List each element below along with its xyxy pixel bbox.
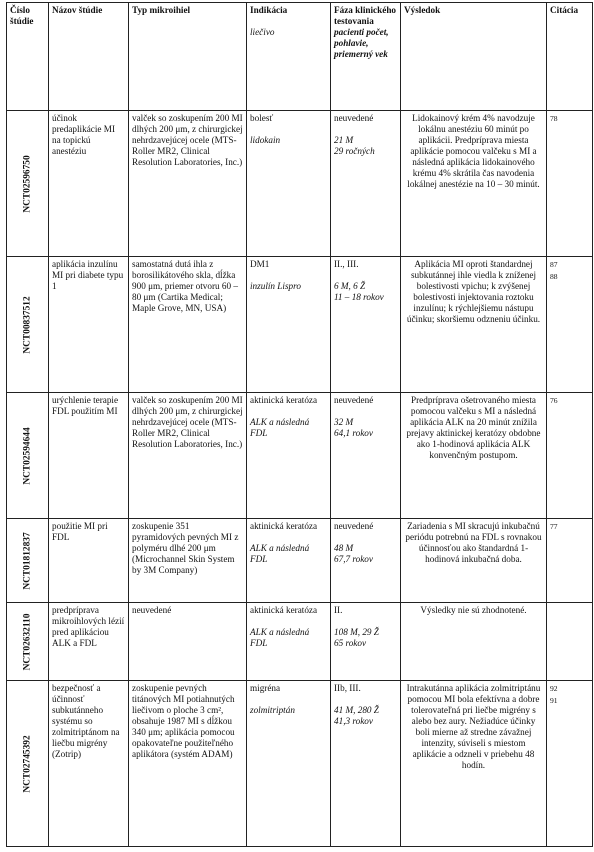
result: Predpríprava ošetrovaného miesta pomocou valčeku s MI a následná aplikácia ALK na 20 minút znížila prejavy aktinickej keratózy obdobne ako 1-hodinová aplikácia ALK konvenčným postupom.	[401, 393, 547, 519]
phase-cell	[331, 519, 401, 603]
microneedle-type: zoskupenie pevných titánových MI potiahnutých liečivom o ploche 3 cm², obsahuje 1987 MI s dĺžkou 340 μm; aplikácia pomocou opakovateľne použiteľného aplikátora (systém ADAM)	[129, 681, 247, 847]
indication: bolesť	[250, 113, 274, 123]
patients-count: 32 M	[334, 417, 354, 427]
microneedle-type: neuvedené	[129, 603, 247, 681]
microneedle-type: samostatná dutá ihla z borosilikátového skla, dĺžka 900 μm, priemer otvoru 60 – 80 μm (Cartika Medical; Maple Grove, MN, USA)	[129, 257, 247, 393]
indication: aktinická keratóza	[250, 395, 318, 405]
indication: DM1	[250, 259, 270, 269]
table-row	[7, 519, 593, 603]
header-id-line-2: štúdie	[10, 16, 34, 26]
study-name: použitie MI pri FDL	[49, 519, 129, 603]
citation-cell	[547, 519, 593, 603]
result: Intrakutánna aplikácia zolmitriptánu pomocou MI bola efektívna a dobre tolerovateľná pri liečbe migrény s alebo bez aury. Nežiadúce účinky boli mierne až stredne závažnej intenzity, súviseli s miestom aplikácie a odzneli v priebehu 48 hodín.	[401, 681, 547, 847]
study-name: účinok predaplikácie MI na topickú anestéziu	[49, 111, 129, 257]
header-name: Názov štúdie	[49, 3, 129, 111]
citation-cell	[547, 257, 593, 393]
citation-ref: 77	[550, 522, 558, 531]
clinical-studies-table	[6, 2, 593, 847]
phase: neuvedené	[334, 521, 374, 531]
indication-cell	[247, 681, 331, 847]
indication-cell	[247, 111, 331, 257]
citation-cell	[547, 681, 593, 847]
header-indication-sub: liečivo	[250, 27, 275, 37]
study-id-cell	[7, 393, 49, 519]
header-type: Typ mikroihiel	[129, 3, 247, 111]
result: Lidokainový krém 4% navodzuje lokálnu anestéziu 60 minút po aplikácii. Predpríprava miesta aplikácie pomocou valčeku s MI a následná aplikácia lidokainového krému 4% skrátila čas navodenia lokálnej anestézie na 10 – 30 minút.	[401, 111, 547, 257]
citation-ref: 76	[550, 396, 558, 405]
citation-ref: 92	[550, 684, 558, 693]
result: Zariadenia s MI skracujú inkubačnú periódu potrebnú na FDL s rovnakou účinnosťou ako štandardná 1-hodinová inkubačná doba.	[401, 519, 547, 603]
microneedle-type: zoskupenie 351 pyramidových pevných MI z polyméru dlhé 200 μm (Microchannel Skin System by 3M Company)	[129, 519, 247, 603]
study-id-cell	[7, 257, 49, 393]
indication: aktinická keratóza	[250, 521, 318, 531]
phase: II.	[334, 605, 343, 615]
drug: inzulín Lispro	[250, 281, 301, 291]
microneedle-type: valček so zoskupením 200 MI dlhých 200 μm, z chirurgickej nehrdzavejúcej ocele (MTS-Roller MR2, Clinical Resolution Laboratories, Inc.)	[129, 393, 247, 519]
table-row	[7, 603, 593, 681]
drug: lidokain	[250, 135, 281, 145]
study-id-cell	[7, 603, 49, 681]
study-name: predpríprava mikroihlových lézií pred aplikáciou ALK a FDL	[49, 603, 129, 681]
microneedle-type: valček so zoskupením 200 MI dlhých 200 μm, z chirurgickej nehrdzavejúcej ocele (MTS-Roller MR2, Clinical Resolution Laboratories, Inc.)	[129, 111, 247, 257]
patients-age: 65 rokov	[334, 638, 367, 648]
table-row	[7, 111, 593, 257]
citation-cell	[547, 393, 593, 519]
study-table-container	[6, 2, 592, 847]
patients-age: 29 ročných	[334, 146, 375, 156]
phase-cell	[331, 681, 401, 847]
phase: II., III.	[334, 259, 359, 269]
phase-cell	[331, 603, 401, 681]
drug: ALK a následná FDL	[250, 627, 310, 648]
phase: neuvedené	[334, 395, 374, 405]
study-name: urýchlenie terapie FDL použitím MI	[49, 393, 129, 519]
study-id-cell	[7, 111, 49, 257]
table-row	[7, 681, 593, 847]
phase-cell	[331, 257, 401, 393]
header-row	[7, 3, 593, 111]
citation-ref: 87	[550, 260, 558, 269]
header-phase-label: Fáza klinického testovania	[334, 5, 397, 26]
patients-count: 48 M	[334, 543, 354, 553]
patients-age: 67,7 rokov	[334, 554, 373, 564]
study-id-cell	[7, 681, 49, 847]
header-phase	[331, 3, 401, 111]
patients-age: 11 – 18 rokov	[334, 292, 384, 302]
study-name: aplikácia inzulínu MI pri diabete typu 1	[49, 257, 129, 393]
study-name: bezpečnosť a účinnosť subkutánneho systému so zolmitriptánom na liečbu migrény (Zotrip)	[49, 681, 129, 847]
study-id: NCT02596750	[22, 154, 32, 213]
result: Výsledky nie sú zhodnotené.	[401, 603, 547, 681]
citation-cell	[547, 603, 593, 681]
study-id: NCT02632110	[22, 613, 32, 670]
indication-cell	[247, 393, 331, 519]
indication-cell	[247, 603, 331, 681]
header-id-line-1: Číslo	[10, 5, 30, 15]
header-citation: Citácia	[547, 3, 593, 111]
patients-age: 64,1 rokov	[334, 428, 373, 438]
study-id: NCT02745392	[22, 734, 32, 793]
patients-count: 41 M, 280 Ž	[334, 705, 379, 715]
citation-ref: 91	[550, 696, 558, 705]
phase-cell	[331, 111, 401, 257]
drug: ALK a následná FDL	[250, 543, 310, 564]
phase-cell	[331, 393, 401, 519]
citation-cell	[547, 111, 593, 257]
patients-count: 21 M	[334, 135, 354, 145]
patients-count: 108 M, 29 Ž	[334, 627, 379, 637]
table-row	[7, 257, 593, 393]
header-phase-sub: pacienti počet, pohlavie, priemerný vek	[334, 27, 389, 59]
study-id: NCT00837512	[22, 295, 32, 354]
citation-ref: 78	[550, 114, 558, 123]
phase: neuvedené	[334, 113, 374, 123]
indication: aktinická keratóza	[250, 605, 318, 615]
indication-cell	[247, 257, 331, 393]
drug: zolmitriptán	[250, 705, 295, 715]
study-id-cell	[7, 519, 49, 603]
table-row	[7, 393, 593, 519]
header-indication	[247, 3, 331, 111]
patients-count: 6 M, 6 Ž	[334, 281, 366, 291]
indication: migréna	[250, 683, 281, 693]
table-body	[7, 111, 593, 847]
header-id	[7, 3, 49, 111]
study-id: NCT01812837	[22, 531, 32, 590]
header-indication-label: Indikácia	[250, 5, 288, 15]
result: Aplikácia MI oproti štandardnej subkutánnej ihle viedla k zníženej bolestivosti vpichu; k zvýšenej bolestivosti injektovania roztoku inzulínu; k rýchlejšiemu nástupu účinku; skoršiemu odzneniu účinku.	[401, 257, 547, 393]
study-id: NCT02594644	[22, 426, 32, 485]
drug: ALK a následná FDL	[250, 417, 310, 438]
phase: IIb, III.	[334, 683, 361, 693]
header-result: Výsledok	[401, 3, 547, 111]
patients-age: 41,3 rokov	[334, 716, 373, 726]
indication-cell	[247, 519, 331, 603]
citation-ref: 88	[550, 272, 558, 281]
